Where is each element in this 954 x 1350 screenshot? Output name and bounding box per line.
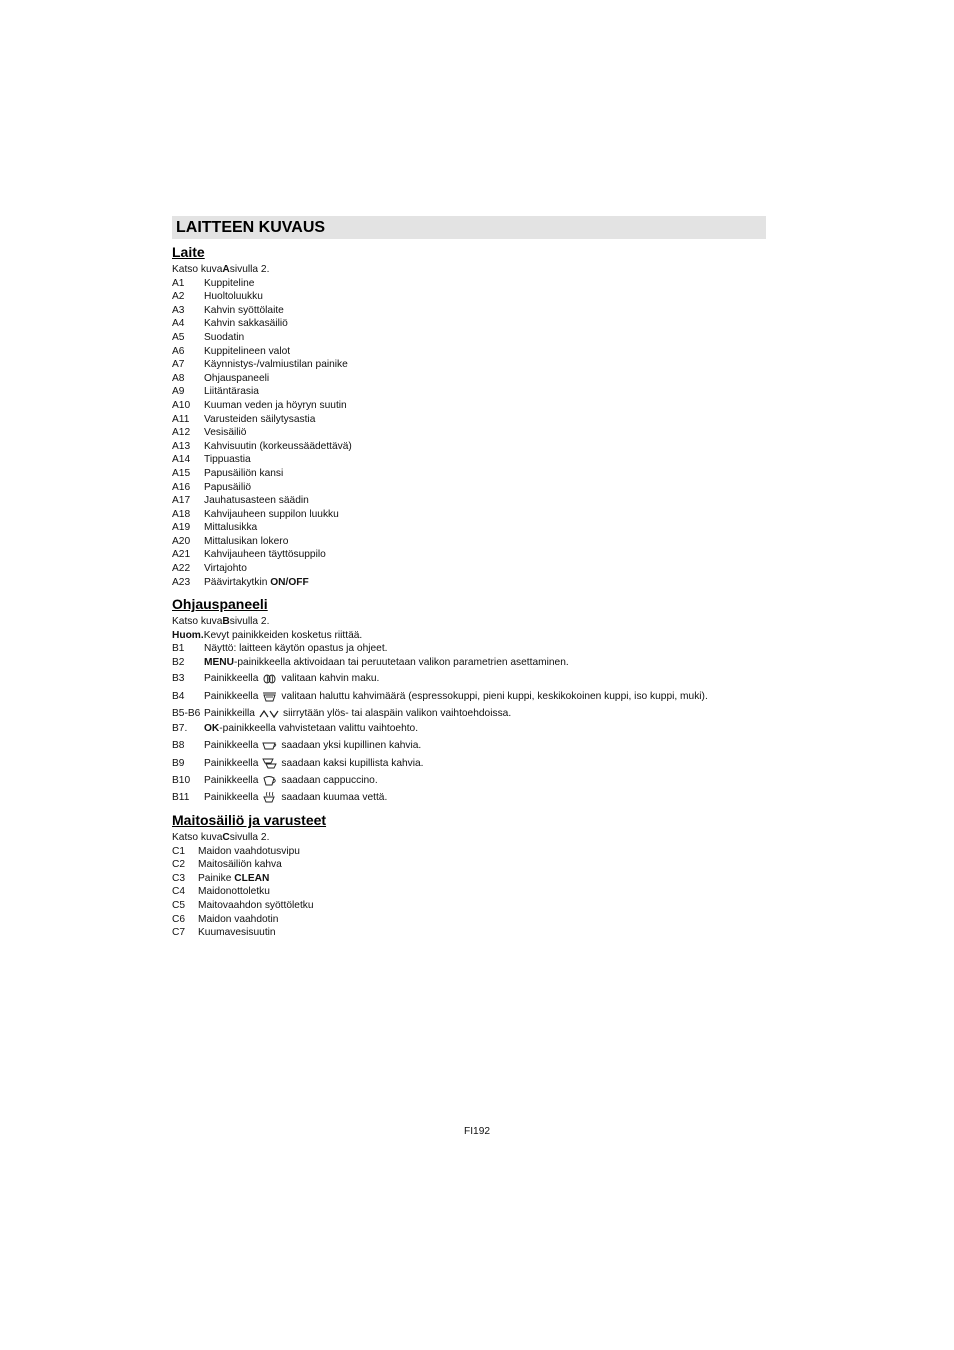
list-item: A2 Huoltoluukku — [172, 291, 263, 303]
laite-heading: Laite — [172, 244, 205, 260]
section-title-bar — [172, 216, 766, 239]
list-item: B11 Painikkeella saadaan kuumaa vettä. — [172, 792, 388, 804]
ohjaus-heading: Ohjauspaneeli — [172, 596, 268, 612]
list-item: C5 Maitovaahdon syöttöletku — [172, 899, 314, 911]
list-item: B3 Painikkeella valitaan kahvin maku. — [172, 672, 380, 684]
laite-intro: Katso kuva A sivulla 2. — [172, 264, 270, 275]
up-down-arrows-icon — [259, 708, 279, 719]
list-item: B8 Painikkeella saadaan yksi kupillinen kahvia. — [172, 739, 422, 751]
maito-list — [172, 831, 314, 940]
list-item: A19 Mittalusikka — [172, 522, 258, 534]
list-item: B7. OK-painikkeella vahvistetaan valittu vaihtoehto. — [172, 723, 419, 735]
list-item: C6 Maidon vaahdotin — [172, 913, 279, 925]
list-item: A4 Kahvin sakkasäiliö — [172, 318, 288, 330]
list-item: A20 Mittalusikan lokero — [172, 535, 289, 547]
page-number: FI192 — [463, 1126, 491, 1137]
list-item: A16 Papusäiliö — [172, 481, 252, 493]
list-item: A14 Tippuastia — [172, 454, 251, 466]
one-cup-icon — [262, 740, 277, 751]
list-item: A7 Käynnistys-/valmiustilan painike — [172, 359, 348, 371]
list-item: A11 Varusteiden säilytysastia — [172, 413, 316, 425]
maito-heading: Maitosäiliö ja varusteet — [172, 812, 327, 828]
list-item: B4 Painikkeella valitaan haluttu kahvimäärä (espressokuppi, pieni kuppi, keskikokoinen kuppi, iso kuppi, muki). — [172, 690, 708, 702]
list-item: C7 Kuumavesisuutin — [172, 927, 276, 939]
list-item: A18 Kahvijauheen suppilon luukku — [172, 508, 339, 520]
list-item: A21 Kahvijauheen täyttösuppilo — [172, 549, 326, 561]
list-item: A12 Vesisäiliö — [172, 427, 247, 439]
list-item: B2 MENU-painikkeella aktivoidaan tai peruutetaan valikon parametrien asettaminen. — [172, 656, 569, 668]
list-item: B5-B6 Painikkeilla siirrytään ylös- tai alaspäin valikon vaihtoehdoissa. — [172, 707, 512, 719]
ohjaus-list — [172, 615, 708, 806]
list-item: B9 Painikkeella saadaan kaksi kupillista kahvia. — [172, 757, 424, 769]
list-item: A15 Papusäiliön kansi — [172, 467, 284, 479]
list-item: A13 Kahvisuutin (korkeussäädettävä) — [172, 440, 352, 452]
list-item: A22 Virtajohto — [172, 563, 247, 575]
list-item: A8 Ohjauspaneeli — [172, 372, 270, 384]
ohjaus-intro: Katso kuva B sivulla 2. — [172, 616, 270, 627]
hot-water-icon — [262, 792, 277, 803]
ohjaus-note: Huom. Kevyt painikkeiden kosketus riittää. — [172, 629, 363, 641]
coffee-bean-icon — [262, 673, 277, 684]
list-item: C4 Maidonottoletku — [172, 886, 270, 898]
list-item: A17 Jauhatusasteen säädin — [172, 495, 309, 507]
list-item: A9 Liitäntärasia — [172, 386, 259, 398]
list-item: B1 Näyttö: laitteen käytön opastus ja ohjeet. — [172, 643, 388, 655]
list-item: A10 Kuuman veden ja höyryn suutin — [172, 399, 347, 411]
list-item: A5 Suodatin — [172, 331, 245, 343]
list-item: A3 Kahvin syöttölaite — [172, 304, 284, 316]
list-item: C2 Maitosäiliön kahva — [172, 859, 282, 871]
list-item: A1 Kuppiteline — [172, 277, 255, 289]
list-item: B10 Painikkeella saadaan cappuccino. — [172, 775, 378, 787]
cappuccino-icon — [262, 775, 277, 786]
section-title: LAITTEEN KUVAUS — [176, 219, 326, 236]
list-item: A23 Päävirtakytkin ON/OFF — [172, 576, 309, 588]
laite-items — [172, 277, 352, 576]
two-cups-icon — [262, 758, 277, 769]
cup-size-icon — [262, 691, 277, 702]
maito-intro: Katso kuva C sivulla 2. — [172, 832, 270, 843]
laite-list — [172, 263, 352, 589]
list-item: C3 Painike CLEAN — [172, 872, 270, 884]
list-item: C1 Maidon vaahdotusvipu — [172, 845, 300, 857]
list-item: A6 Kuppitelineen valot — [172, 345, 291, 357]
